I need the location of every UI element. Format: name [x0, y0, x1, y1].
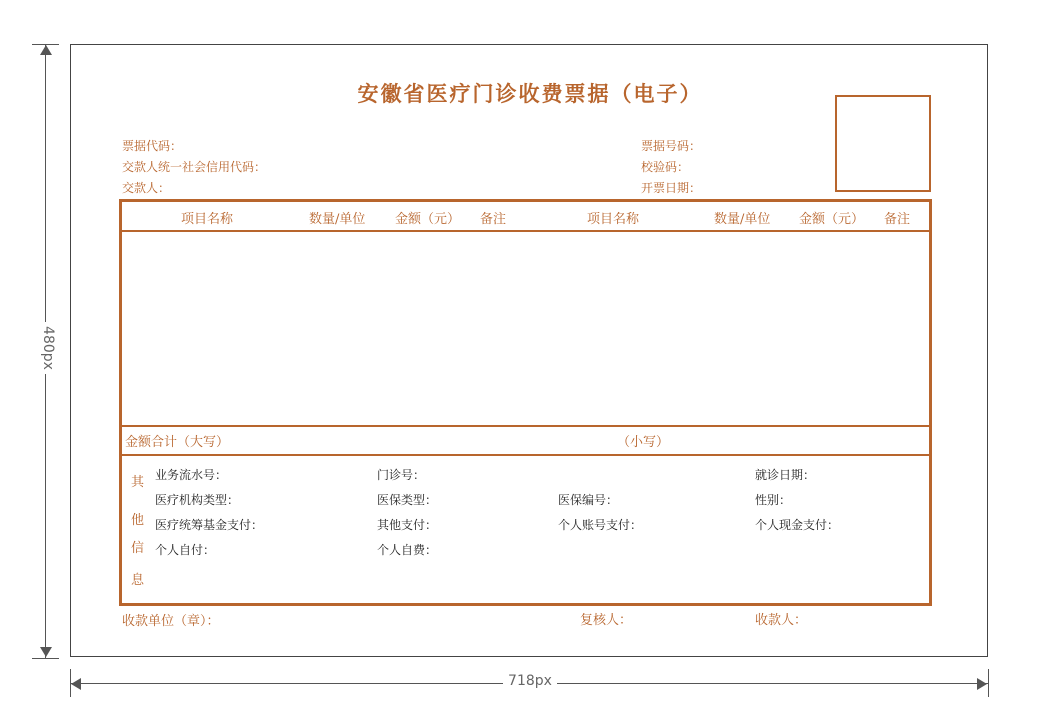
invoice-code-label: 票据代码：	[122, 139, 183, 153]
invoice-title: 安徽省医疗门诊收费票据（电子）	[357, 81, 703, 106]
self-expense-label: 个人自费：	[377, 543, 438, 557]
other-info-side-char: 其	[131, 475, 145, 490]
total-lowercase-label: （小写）	[617, 435, 670, 450]
column-header-item-name: 项目名称	[181, 212, 234, 227]
other-info-side-char: 息	[131, 573, 145, 588]
column-header-remarks: 备注	[480, 212, 507, 227]
column-header-item-name-2: 项目名称	[587, 212, 640, 227]
cashier-label: 收款人：	[755, 613, 808, 628]
other-info-side-char: 他	[131, 513, 145, 528]
left-arrow-icon	[71, 678, 81, 690]
width-dimension-label: 718px	[503, 673, 557, 693]
table-total-divider-bottom	[122, 454, 929, 456]
down-arrow-icon	[40, 647, 52, 657]
reviewer-label: 复核人：	[580, 613, 633, 628]
up-arrow-icon	[40, 45, 52, 55]
other-payment-label: 其他支付：	[377, 518, 438, 532]
table-header-divider	[122, 230, 929, 232]
insurance-type-label: 医保类型：	[377, 493, 438, 507]
payer-label: 交款人：	[122, 181, 171, 195]
issue-date-label: 开票日期：	[641, 181, 702, 195]
check-code-label: 校验码：	[641, 160, 690, 174]
personal-cash-payment-label: 个人现金支付：	[755, 518, 840, 532]
column-header-quantity-unit-2: 数量/单位	[714, 212, 771, 227]
column-header-amount-2: 金额（元）	[799, 212, 865, 227]
institution-type-label: 医疗机构类型：	[155, 493, 240, 507]
pooled-fund-payment-label: 医疗统筹基金支付：	[155, 518, 264, 532]
transaction-serial-label: 业务流水号：	[155, 468, 228, 482]
outpatient-number-label: 门诊号：	[377, 468, 426, 482]
other-info-side-char: 信	[131, 541, 145, 556]
insurance-number-label: 医保编号：	[558, 493, 619, 507]
qr-code-placeholder	[835, 95, 931, 192]
payee-unit-seal-label: 收款单位（章）：	[122, 614, 220, 629]
personal-account-payment-label: 个人账号支付：	[558, 518, 643, 532]
column-header-remarks-2: 备注	[884, 212, 911, 227]
visit-date-label: 就诊日期：	[755, 468, 816, 482]
height-dimension-tick-bottom	[32, 658, 59, 659]
right-arrow-icon	[977, 678, 987, 690]
invoice-number-label: 票据号码：	[641, 139, 702, 153]
height-dimension-label: 480px	[36, 322, 56, 374]
gender-label: 性别：	[755, 493, 792, 507]
self-pay-label: 个人自付：	[155, 543, 216, 557]
payer-credit-code-label: 交款人统一社会信用代码：	[122, 160, 267, 174]
column-header-quantity-unit: 数量/单位	[309, 212, 366, 227]
column-header-amount: 金额（元）	[395, 212, 461, 227]
table-total-divider-top	[122, 425, 929, 427]
items-table	[119, 199, 932, 606]
total-uppercase-label: 金额合计（大写）	[125, 435, 230, 450]
width-dimension-tick-right	[988, 669, 989, 697]
